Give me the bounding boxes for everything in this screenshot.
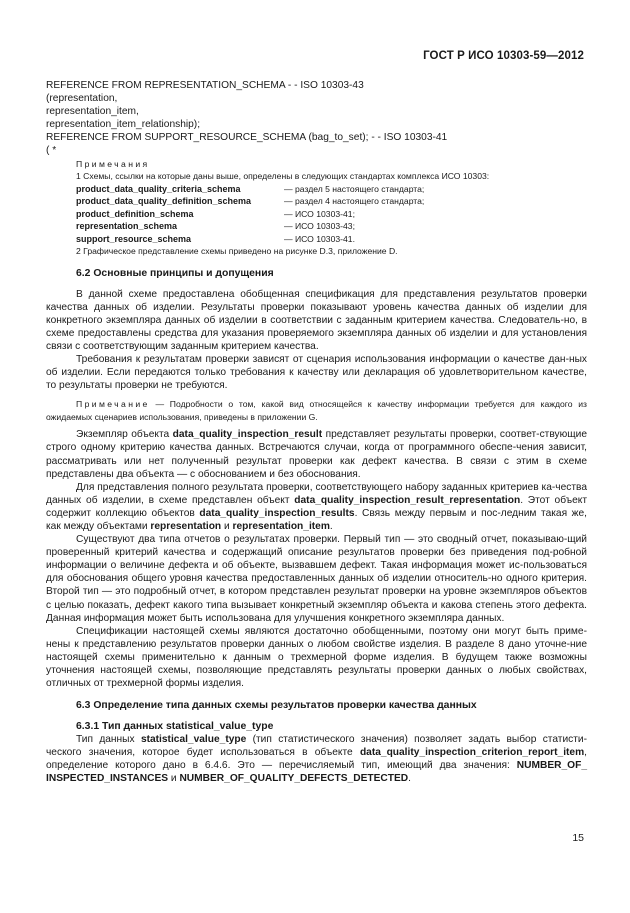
schema-notes — [76, 158, 587, 258]
entity-name: data_quality_inspection_result_representation — [294, 494, 521, 506]
schema-name: representation_schema — [76, 221, 178, 232]
schema-reference: — раздел 5 настоящего стандарта; — [284, 183, 425, 194]
paragraph: Спецификации настоящей схемы являются достаточно обобщенными, поэтому они могут быть приме-нены к представлению результатов проверки данных о любом свойстве изделия. В разделе 8 дано уточне-ние настоящей схемы применительно к данным о трехмерной форме изделия. В будущем также возможны уточнения настоящей схемы, позволяющие представлять результаты проверки данных о любых свойствах, отличных от трехмерной формы изделия. — [46, 625, 587, 690]
schema-mapping-row — [76, 183, 587, 196]
text-run: , определение которого дано в 6.4.6. Это — перечисляемый тип, имеющий два значения: — [46, 747, 587, 772]
schema-name: product_data_quality_criteria_schema — [76, 183, 241, 194]
entity-name: representation — [150, 520, 222, 532]
schema-name: product_data_quality_definition_schema — [76, 196, 252, 207]
note-1-text: 1 Схемы, ссылки на которые даны выше, определены в следующих стандартах комплекса ИСО 10303: — [76, 171, 490, 182]
section-heading: 6.3 Определение типа данных схемы результатов проверки качества данных — [76, 700, 477, 712]
enum-value: NUMBER_OF_ INSPECTED_INSTANCES — [46, 760, 587, 785]
paragraph — [46, 428, 587, 480]
note-label: Примечание — [76, 399, 150, 410]
express-code-block — [46, 79, 587, 158]
text-run: (тип статистического значения) позволяет задать выбор статисти-ческого значения, которое будет использоваться в объекте — [46, 734, 587, 759]
text-run: . — [408, 773, 411, 785]
note-2-text: 2 Графическое представление схемы приведено на рисунке D.3, приложение D. — [76, 246, 398, 257]
enum-value: NUMBER_OF_QUALITY_DEFECTS_DETECTED — [179, 773, 409, 785]
note-paragraph — [46, 398, 587, 423]
note-text: — Подробности о том, какой вид относящейся к качеству информации требуется для каждого из ожидаемых сценариев использования, приведены в приложении G. — [46, 399, 587, 422]
text-run: . Связь между первым и пос-ледним такая же, как между объектами — [46, 507, 587, 532]
section-heading: 6.2 Основные принципы и допущения — [76, 267, 274, 279]
subsection-heading: 6.3.1 Тип данных statistical_value_type — [76, 721, 274, 733]
schema-mapping-row — [76, 195, 587, 208]
text-run: представляет результаты проверки, соответ-ствующие строго одному критерию качества данных. Встречаются случаи, когда от программного обеспе-чения зависит, рассматривать или нет полученный результат проверки как дефект качества. В связи с этим в схеме представлены два объекта — с обоснованием и без обоснования. — [46, 429, 587, 480]
code-line: ( * — [46, 145, 57, 157]
paragraph: Требования к результатам проверки зависят от сценария использования информации о качестве дан-ных об изделии. Если передаются только требования к качеству или декларация об удовлетворительном качестве, то результаты проверки не требуются. — [46, 354, 587, 392]
page-content — [46, 79, 587, 786]
document-header: ГОСТ Р ИСО 10303-59—2012 — [423, 50, 584, 62]
text-run: Экземпляр объекта — [76, 429, 173, 441]
schema-reference: — ИСО 10303-43; — [284, 221, 355, 232]
page-number: 15 — [572, 832, 584, 844]
text-run: и — [168, 773, 180, 785]
schema-mapping-row — [76, 208, 587, 221]
text-run: . Этот объект содержит коллекцию объектов — [46, 494, 587, 519]
code-line: (representation, — [46, 93, 118, 105]
entity-name: data_quality_inspection_result — [172, 429, 323, 441]
code-line: representation_item, — [46, 106, 139, 118]
text-run: и — [221, 520, 233, 532]
paragraph: В данной схеме предоставлена обобщенная спецификация для представления результатов проверки качества данных об изделии. Результаты проверки показывают уровень качества данных об изделии для конкретного экземпляра данных об изделии в соответствии с заданным критерием качества. Следователь-но, в схеме предоставлены средства для указания проверяемого экземпляра данных об изделии и для установления связи с соответствующим заданным критерием качества. — [46, 288, 587, 352]
schema-name: support_resource_schema — [76, 233, 192, 244]
code-line: REFERENCE FROM REPRESENTATION_SCHEMA - - ISO 10303-43 — [46, 80, 364, 91]
notes-label: Примечания — [76, 158, 150, 169]
paragraph: Существуют два типа отчетов о результатах проверки. Первый тип — это сводный отчет, показываю-щий проверенный критерий качества и содержащий описание результатов проверки без приведения под-робной информации о величине дефекта и об объекте, вызвавшем дефект. Такая информация может ис-пользоваться для обоснования общего уровня качества предоставленных данных об изделии относитель-но одного критерия. Второй тип — это подробный отчет, в котором представлен результат проверки на уровне экземпляров объектов с целью показать, дефект какого типа вызывает конкретный экземпляр объекта и какова степень этого дефекта. Данная информация может быть использована для улучшения конкретного экземпляра данных. — [46, 534, 587, 624]
schema-reference: — раздел 4 настоящего стандарта; — [284, 196, 425, 207]
schema-reference: — ИСО 10303-41. — [284, 233, 355, 244]
entity-name: data_quality_inspection_results — [199, 507, 355, 519]
code-line: representation_item_relationship); — [46, 119, 201, 131]
text-run: . — [329, 520, 333, 532]
entity-name: statistical_value_type — [140, 734, 247, 746]
code-line: REFERENCE FROM SUPPORT_RESOURCE_SCHEMA (bag_to_set); - - ISO 10303-41 — [46, 132, 448, 144]
schema-name: product_definition_schema — [76, 208, 194, 219]
text-run: Тип данных — [76, 734, 141, 746]
schema-reference: — ИСО 10303-41; — [284, 208, 355, 219]
schema-mapping-row — [76, 233, 587, 246]
text-run: Для представления полного результата проверки, соответствующего набору заданных критериев ка-чества данных об изделии, в схеме представлен объект — [46, 481, 587, 506]
paragraph — [46, 481, 587, 533]
entity-name: representation_item — [232, 520, 330, 532]
paragraph — [46, 733, 587, 785]
schema-mapping-row — [76, 220, 587, 233]
entity-name: data_quality_inspection_criterion_report_item — [359, 747, 585, 759]
